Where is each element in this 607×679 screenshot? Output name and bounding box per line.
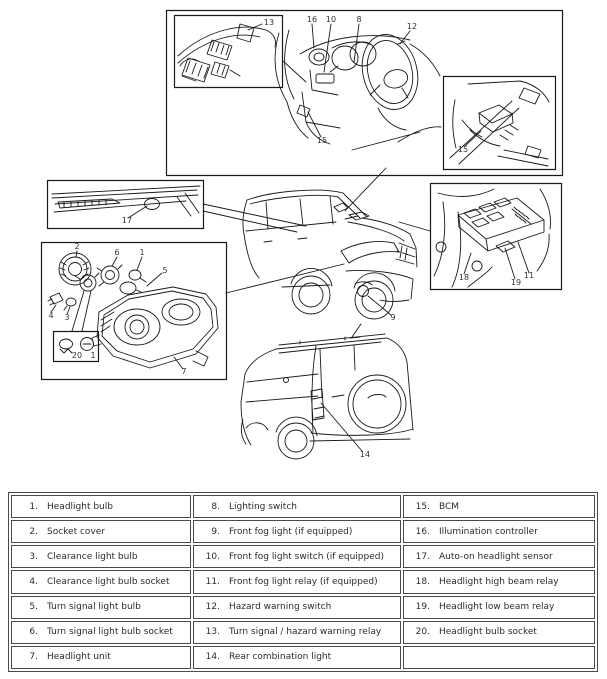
legend-item-label: Turn signal light bulb socket bbox=[47, 627, 173, 638]
legend-item-number: 16. bbox=[415, 526, 430, 537]
legend-item-number: 2. bbox=[29, 526, 38, 537]
legend-item-number: 19. bbox=[415, 602, 430, 613]
legend-item-number: 7. bbox=[29, 652, 38, 663]
legend-item-number: 15. bbox=[415, 501, 430, 512]
legend-item-label: Headlight high beam relay bbox=[439, 576, 559, 587]
legend-item-number: 9. bbox=[211, 526, 220, 537]
figure-frames bbox=[42, 11, 563, 380]
legend-item-number: 1. bbox=[29, 501, 38, 512]
callout-number-20: 20 bbox=[71, 351, 83, 360]
legend-item-label: Front fog light (if equipped) bbox=[229, 526, 353, 537]
legend-item-number: 18. bbox=[415, 576, 430, 587]
legend-row bbox=[193, 621, 401, 644]
legend-row bbox=[11, 621, 191, 644]
suv-front-art bbox=[243, 190, 417, 319]
sensor-art bbox=[52, 186, 200, 218]
callout-number-18: 18 bbox=[458, 273, 470, 282]
headlight-unit-shape bbox=[97, 287, 218, 368]
callout-leader-lines bbox=[203, 204, 430, 293]
legend-row bbox=[193, 570, 401, 593]
hazard-relay-inset-art bbox=[178, 24, 306, 82]
legend-item-label: Auto-on headlight sensor bbox=[439, 551, 553, 562]
callout-number-5: 5 bbox=[162, 266, 168, 275]
legend-row bbox=[193, 520, 401, 543]
legend-row bbox=[11, 520, 191, 543]
headlight-bulb-socket-shape bbox=[60, 339, 73, 349]
headlight-figure-box bbox=[42, 243, 227, 380]
legend-item-number: 3. bbox=[29, 551, 38, 562]
legend-item-number: 14. bbox=[205, 652, 220, 663]
legend-item-label: Front fog light switch (if equipped) bbox=[229, 551, 384, 562]
dashboard-figure-box bbox=[167, 11, 563, 176]
legend-row bbox=[193, 646, 401, 669]
callout-number-15: 15 bbox=[457, 145, 469, 154]
callout-number-8: 8 bbox=[356, 15, 362, 24]
dashboard-art bbox=[275, 24, 441, 211]
legend-item-label: Illumination controller bbox=[439, 526, 538, 537]
legend-item-number: 4. bbox=[29, 576, 38, 587]
legend-item-label: Socket cover bbox=[47, 526, 106, 537]
spare-wheel-shape bbox=[348, 375, 406, 433]
legend-row bbox=[11, 495, 191, 518]
legend-item-number: 8. bbox=[211, 501, 220, 512]
callout-number-13: 13 bbox=[263, 18, 275, 27]
callout-number-9: 9 bbox=[390, 313, 396, 322]
front-headlight-shape bbox=[341, 241, 399, 263]
legend-row bbox=[403, 646, 595, 669]
legend-item-label: Lighting switch bbox=[229, 501, 297, 512]
callout-number-17: 17 bbox=[121, 216, 133, 225]
legend-item-label: Clearance light bulb bbox=[47, 551, 138, 562]
callout-number-14: 14 bbox=[359, 450, 371, 459]
turn-signal-bulb-shape bbox=[120, 282, 136, 294]
legend-row bbox=[193, 495, 401, 518]
callout-number-19: 19 bbox=[510, 278, 522, 287]
legend-item-number: 10. bbox=[205, 551, 220, 562]
legend-row bbox=[403, 495, 595, 518]
legend-item-number: 6. bbox=[29, 627, 38, 638]
legend-row bbox=[11, 646, 191, 669]
legend-row bbox=[193, 545, 401, 568]
legend-row bbox=[403, 545, 595, 568]
legend-row bbox=[11, 545, 191, 568]
legend-item-label: Headlight unit bbox=[47, 652, 111, 663]
suv-rear-art bbox=[241, 324, 413, 459]
callout-number-7: 7 bbox=[181, 367, 187, 376]
legend-row bbox=[11, 570, 191, 593]
legend-row bbox=[11, 596, 191, 619]
legend-item-number: 13. bbox=[205, 627, 220, 638]
legend-item-label: Hazard warning switch bbox=[229, 602, 332, 613]
callout-number-11: 11 bbox=[523, 271, 535, 280]
relay-box-figure-box bbox=[431, 184, 562, 290]
turn-signal-socket-shape bbox=[101, 266, 119, 284]
legend-item-number: 12. bbox=[205, 602, 220, 613]
callout-number-3: 3 bbox=[64, 313, 70, 322]
legend-item-label: Headlight bulb socket bbox=[439, 627, 537, 638]
bcm-shape bbox=[479, 105, 512, 123]
legend-item-label: Headlight bulb bbox=[47, 501, 113, 512]
legend-row bbox=[403, 596, 595, 619]
legend-item-number: 11. bbox=[205, 576, 220, 587]
callout-number-1: 1 bbox=[90, 351, 96, 360]
legend-column-3 bbox=[403, 495, 595, 669]
legend-item-label: Headlight low beam relay bbox=[439, 602, 555, 613]
legend-item-number: 20. bbox=[415, 627, 430, 638]
legend-item-number: 5. bbox=[29, 602, 38, 613]
legend-row bbox=[403, 520, 595, 543]
callout-number-2: 2 bbox=[74, 242, 80, 251]
legend-item-label: Rear combination light bbox=[229, 652, 332, 663]
callout-number-16: 16 bbox=[306, 15, 318, 24]
legend-row bbox=[193, 596, 401, 619]
callout-number-10: 10 bbox=[325, 15, 337, 24]
callout-number-12: 12 bbox=[406, 22, 418, 31]
callout-number-1: 1 bbox=[139, 248, 145, 257]
legend-item-number: 17. bbox=[415, 551, 430, 562]
parts-legend-table bbox=[8, 492, 598, 672]
legend-row bbox=[403, 570, 595, 593]
legend-row bbox=[403, 621, 595, 644]
legend-item-label: BCM bbox=[439, 501, 460, 512]
legend-item-label: Front fog light relay (if equipped) bbox=[229, 576, 378, 587]
legend-column-1 bbox=[11, 495, 191, 669]
legend-item-label: Turn signal / hazard warning relay bbox=[229, 627, 382, 638]
fog-light-switch-shape bbox=[316, 74, 334, 83]
callout-number-15: 15 bbox=[316, 136, 328, 145]
legend-item-label: Clearance light bulb socket bbox=[47, 576, 170, 587]
legend-item-label: Turn signal light bulb bbox=[47, 602, 141, 613]
callout-number-6: 6 bbox=[114, 248, 120, 257]
steering-wheel bbox=[355, 29, 426, 116]
legend-column-2 bbox=[193, 495, 401, 669]
callout-number-4: 4 bbox=[48, 311, 54, 320]
